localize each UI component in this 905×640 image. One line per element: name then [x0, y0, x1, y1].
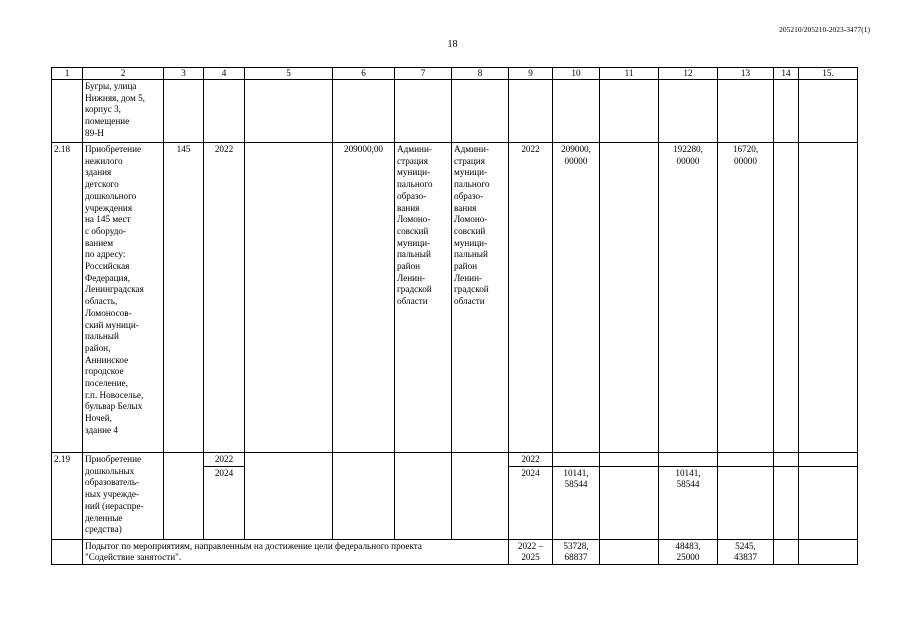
header-cell: 10 — [553, 68, 600, 80]
budget-table — [51, 67, 858, 565]
table-row-2-19-sub — [52, 466, 858, 539]
table-row-2-19 — [52, 453, 858, 467]
total-amount-cell: 209000, 00000 — [553, 143, 600, 453]
header-cell: 13 — [718, 68, 774, 80]
federal-amount-cell: 192280, 00000 — [659, 143, 718, 453]
header-cell: 9 — [509, 68, 553, 80]
subtotal-federal: 48483, 25000 — [659, 539, 718, 564]
header-cell: 2 — [83, 68, 164, 80]
header-cell: 3 — [164, 68, 204, 80]
item-description: Приобретение нежилого здания детского дошкольного учреждения на 145 мест с оборудо- ванием по адресу: Российская Федерация, Ленинградская область, Ломоносов- ский муници- пальный район, Аннинское городское поселение, г.п. Новоселье, бульвар Белых Ночей, здание 4 — [83, 143, 164, 453]
page-number: 18 — [447, 39, 458, 50]
header-cell: 14 — [774, 68, 799, 80]
header-row — [52, 68, 858, 80]
total-amount-cell: 10141, 58544 — [553, 466, 600, 539]
document-id: 205210/205210-2023-3477(1) — [779, 25, 870, 34]
recipient-cell: Админи- страция муници- пального образо- вания Ломоно- совский муници- пальный район Ленин- градской области — [452, 143, 509, 453]
header-cell: 4 — [204, 68, 245, 80]
subtotal-row — [52, 539, 858, 564]
header-cell: 6 — [333, 68, 395, 80]
table-row-2-18 — [52, 143, 858, 453]
federal-amount-cell: 10141, 58544 — [659, 466, 718, 539]
year-cell: 2022 — [204, 143, 245, 453]
subtotal-total: 53728, 68837 — [553, 539, 600, 564]
header-cell: 1 — [52, 68, 83, 80]
item-description: Приобретение дошкольных образователь- ных учрежде- ний (нераспре- деленные средства) — [83, 453, 164, 540]
header-cell: 12 — [659, 68, 718, 80]
year-cell: 2022 — [509, 143, 553, 453]
address-continued: Бугры, улица Нижняя, дом 5, корпус 3, помещение 89-Н — [83, 80, 164, 143]
cost-cell: 209000,00 — [333, 143, 395, 453]
capacity-cell: 145 — [164, 143, 204, 453]
subtotal-regional: 5245, 43837 — [718, 539, 774, 564]
header-cell: 15. — [799, 68, 858, 80]
customer-cell: Админи- страция муници- пального образо- вания Ломоно- совский муници- пальный район Ленин- градской области — [395, 143, 452, 453]
table-row-continued — [52, 80, 858, 143]
year-cell: 2024 — [509, 466, 553, 539]
year-cell: 2022 — [204, 453, 245, 467]
header-cell: 5 — [245, 68, 333, 80]
year-cell: 2024 — [204, 466, 245, 539]
header-cell: 11 — [600, 68, 659, 80]
regional-amount-cell: 16720, 00000 — [718, 143, 774, 453]
row-number: 2.19 — [52, 453, 83, 540]
year-cell: 2022 — [509, 453, 553, 467]
header-cell: 8 — [452, 68, 509, 80]
header-cell: 7 — [395, 68, 452, 80]
subtotal-label: Подытог по мероприятиям, направленным на достижение цели федерального проекта "Содействие занятости". — [83, 539, 509, 564]
subtotal-years: 2022 – 2025 — [509, 539, 553, 564]
row-number: 2.18 — [52, 143, 83, 453]
